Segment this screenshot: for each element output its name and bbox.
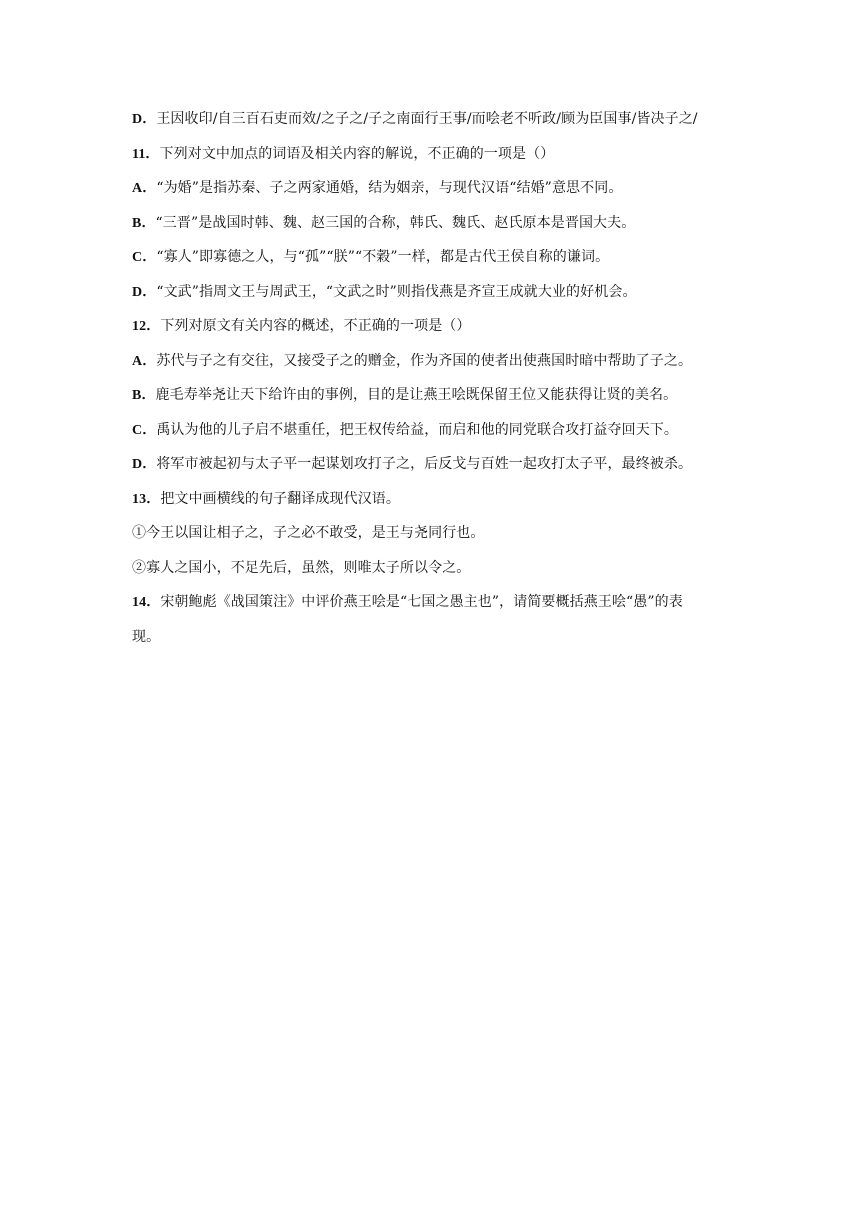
option-text: 王因收印/自三百石吏而效/之子之/子之南面行王事/而哙老不听政/顾为臣国事/皆决子之/ (156, 111, 698, 127)
sentence-text: ②寡人之国小，不足先后，虽然，则唯太子所以令之。 (132, 559, 471, 576)
question-number: 14． (132, 595, 161, 610)
option-c-q12 (132, 420, 752, 440)
option-d-q11 (132, 282, 752, 302)
option-d-q12 (132, 454, 752, 474)
question-12 (132, 316, 752, 336)
option-a-q11 (132, 178, 752, 198)
question-number: 13． (132, 491, 161, 507)
option-label: C． (132, 422, 157, 438)
option-b-q12 (132, 385, 752, 405)
question-11 (132, 144, 752, 164)
option-c-q11 (132, 247, 752, 267)
option-text: “文武”指周文王与周武王，“文武之时”则指伐燕是齐宣王成就大业的好机会。 (156, 283, 637, 300)
option-label: B． (132, 388, 156, 403)
option-b-q11 (132, 213, 752, 233)
translation-sentence-1 (132, 523, 752, 543)
option-a-q12 (132, 351, 752, 371)
option-text: 鹿毛寿举尧让天下给许由的事例，目的是让燕王哙既保留王位又能获得让贤的美名。 (155, 387, 678, 403)
option-text: 禹认为他的儿子启不堪重任，把王权传给益，而启和他的同党联合攻打益夺回天下。 (156, 421, 679, 438)
option-text: “三晋”是战国时韩、魏、赵三国的合称，韩氏、魏氏、赵氏原本是晋国大夫。 (155, 214, 636, 231)
question-text-continued: 现。 (132, 628, 161, 645)
question-text: 下列对原文有关内容的概述，不正确的一项是（） (160, 318, 471, 334)
question-number: 12． (132, 319, 161, 334)
question-14 (132, 592, 752, 612)
sentence-text: ①今王以国让相子之，子之必不敢受，是王与尧同行也。 (132, 525, 485, 541)
question-number: 11． (132, 146, 160, 162)
question-14-continued (132, 627, 752, 647)
option-label: C． (132, 250, 157, 265)
translation-sentence-2 (132, 558, 752, 578)
option-label: A． (132, 353, 157, 369)
option-label: A． (132, 181, 157, 196)
option-text: “为婚”是指苏秦、子之两家通婚，结为姻亲，与现代汉语“结婚”意思不同。 (156, 180, 623, 196)
question-13 (132, 489, 752, 509)
option-label: D． (132, 112, 157, 127)
document-page (132, 109, 752, 661)
option-text: “寡人”即寡德之人，与“孤”“朕”“不穀”一样，都是古代王侯自称的谦词。 (156, 249, 610, 265)
option-text: 苏代与子之有交往，又接受子之的赠金，作为齐国的使者出使燕国时暗中帮助了子之。 (156, 352, 693, 369)
option-label: D． (132, 284, 157, 300)
question-text: 把文中画横线的句子翻译成现代汉语。 (160, 490, 401, 507)
question-text: 宋朝鲍彪《战国策注》中评价燕王哙是“七国之愚主也”，请简要概括燕王哙“愚”的表 (160, 594, 683, 610)
option-text: 将军市被起初与太子平一起谋划攻打子之，后反戈与百姓一起攻打太子平，最终被杀。 (156, 456, 693, 472)
option-label: B． (132, 215, 156, 231)
option-d-q10 (132, 109, 752, 129)
option-label: D． (132, 457, 157, 472)
question-text: 下列对文中加点的词语及相关内容的解说，不正确的一项是（） (159, 145, 555, 162)
